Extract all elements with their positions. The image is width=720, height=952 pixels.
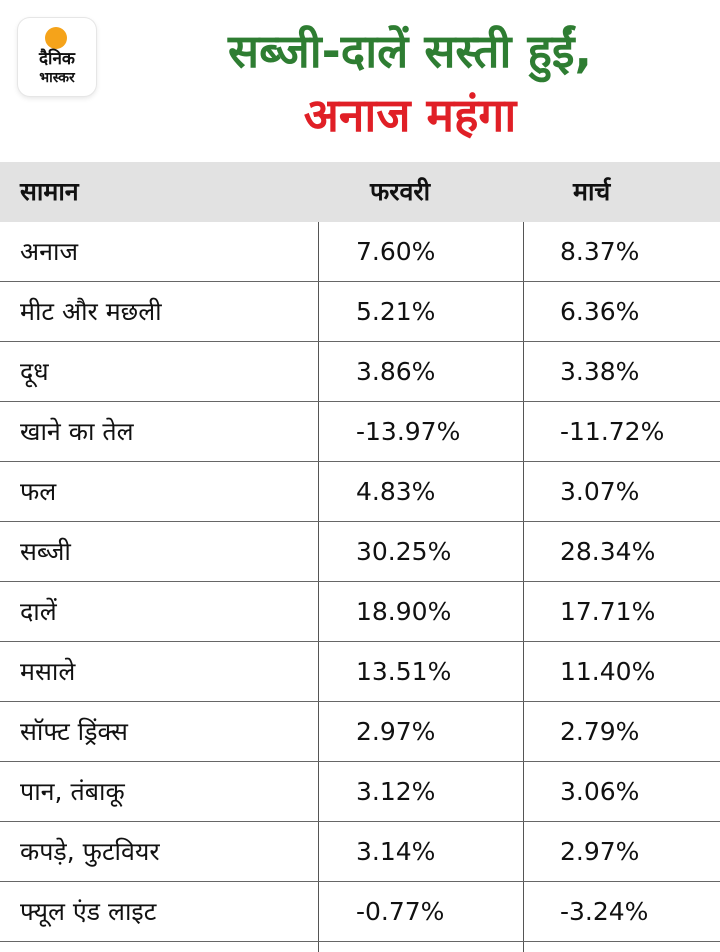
table-row [0, 222, 720, 282]
dainik-bhaskar-logo [18, 18, 96, 96]
march-value: 2.97% [560, 837, 640, 866]
february-value: 3.14% [356, 837, 436, 866]
table-row [0, 822, 720, 882]
march-value: 11.40% [560, 657, 656, 686]
item-cell: मसाले [20, 657, 76, 686]
february-value: 3.86% [356, 357, 436, 386]
table-row [0, 342, 720, 402]
march-value: 6.36% [560, 297, 640, 326]
logo-text-line1: दैनिक [39, 49, 75, 69]
table-header-row [0, 162, 720, 222]
march-value: 8.37% [560, 237, 640, 266]
item-cell: सॉफ्ट ड्रिंक्स [20, 717, 128, 746]
item-cell: दूध [20, 357, 49, 386]
march-value: -3.24% [560, 897, 649, 926]
table-row [0, 582, 720, 642]
item-cell: फ्यूल एंड लाइट [20, 897, 157, 926]
february-value: 7.60% [356, 237, 436, 266]
march-value: 3.06% [560, 777, 640, 806]
table-row [0, 522, 720, 582]
february-value: 2.97% [356, 717, 436, 746]
february-value: -0.77% [356, 897, 445, 926]
inflation-table [0, 162, 720, 942]
headline-line1: सब्जी-दालें सस्ती हुईं, [228, 24, 592, 78]
sun-icon [45, 27, 67, 49]
february-value: 3.12% [356, 777, 436, 806]
item-cell: मीट और मछली [20, 297, 162, 326]
item-cell: दालें [20, 597, 57, 626]
table-row [0, 282, 720, 342]
march-value: 3.38% [560, 357, 640, 386]
logo-text-line2: भास्कर [39, 70, 75, 86]
item-cell: पान, तंबाकू [20, 777, 125, 806]
item-cell: कपड़े, फुटवियर [20, 837, 160, 866]
table-row [0, 402, 720, 462]
table-row [0, 882, 720, 942]
table-row [0, 642, 720, 702]
item-cell: सब्जी [20, 537, 71, 566]
table-row [0, 702, 720, 762]
table-row [0, 762, 720, 822]
march-value: 3.07% [560, 477, 640, 506]
item-cell: खाने का तेल [20, 417, 134, 446]
header-item: सामान [20, 177, 79, 206]
march-value: -11.72% [560, 417, 665, 446]
item-cell: अनाज [20, 237, 79, 266]
march-value: 2.79% [560, 717, 640, 746]
february-value: 4.83% [356, 477, 436, 506]
table-row [0, 462, 720, 522]
item-cell: फल [20, 477, 57, 506]
march-value: 17.71% [560, 597, 656, 626]
march-value: 28.34% [560, 537, 656, 566]
headline-line2: अनाज महंगा [303, 88, 517, 142]
february-value: 18.90% [356, 597, 452, 626]
header-march: मार्च [573, 177, 611, 206]
february-value: 30.25% [356, 537, 452, 566]
header-february: फरवरी [370, 177, 431, 206]
february-value: 13.51% [356, 657, 452, 686]
february-value: -13.97% [356, 417, 461, 446]
february-value: 5.21% [356, 297, 436, 326]
